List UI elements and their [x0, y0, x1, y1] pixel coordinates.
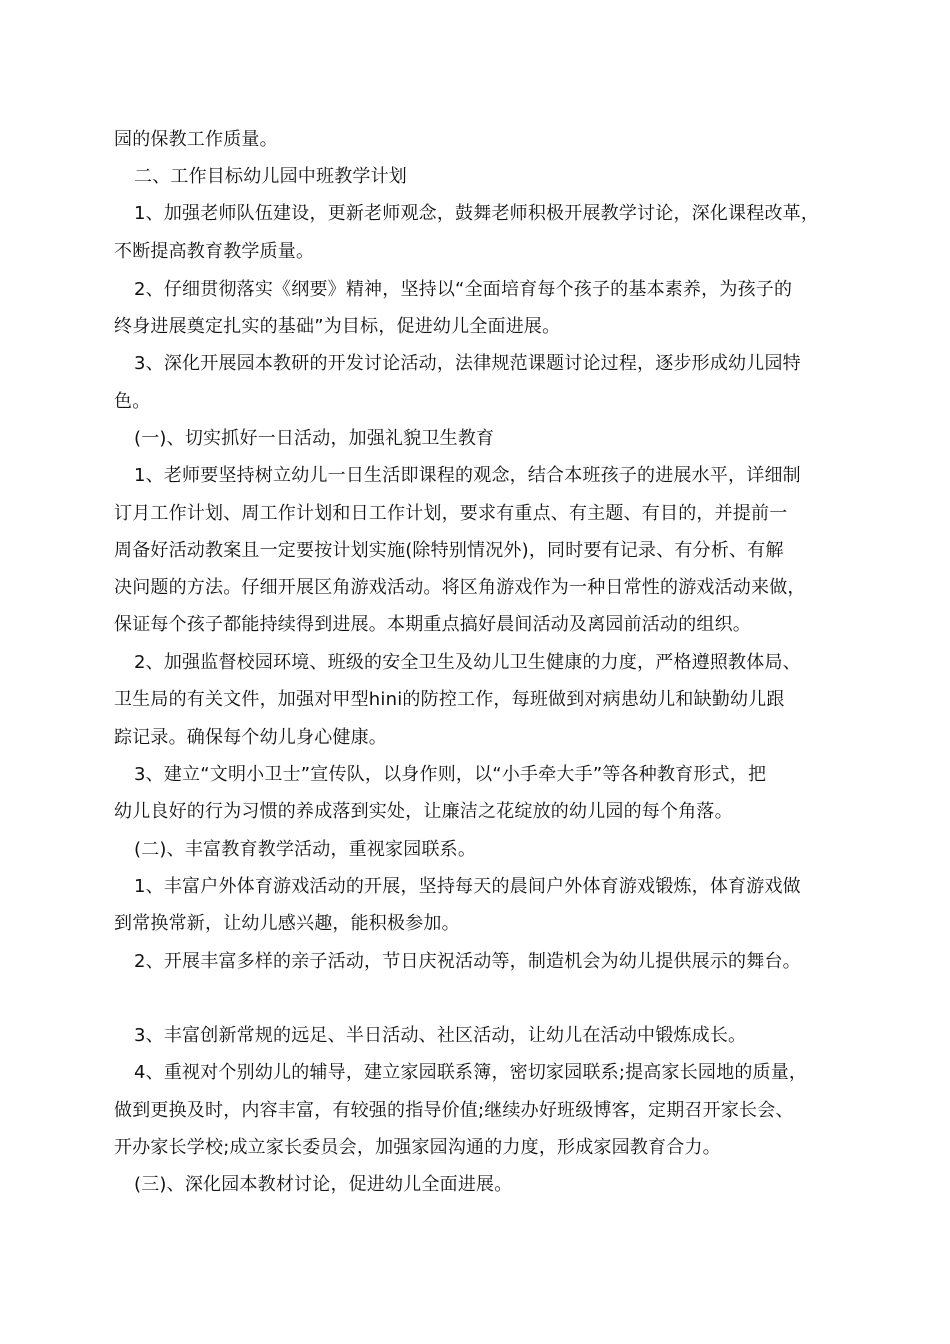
- paragraph-line: 2、开展丰富多样的亲子活动，节日庆祝活动等，制造机会为幼儿提供展示的舞台。: [134, 951, 801, 972]
- paragraph-line: 到常换常新，让幼儿感兴趣，能积极参加。: [114, 913, 460, 934]
- paragraph-line: 3、丰富创新常规的远足、半日活动、社区活动，让幼儿在活动中锻炼成长。: [134, 1025, 747, 1046]
- subsection-heading: (二)、丰富教育教学活动，重视家园联系。: [134, 839, 477, 860]
- subsection-heading: (一)、切实抓好一日活动，加强礼貌卫生教育: [134, 428, 495, 449]
- subsection-heading: (三)、深化园本教材讨论，促进幼儿全面进展。: [134, 1174, 513, 1195]
- paragraph-line: 1、老师要坚持树立幼儿一日生活即课程的观念，结合本班孩子的进展水平，详细制: [134, 465, 801, 486]
- paragraph-line: 3、深化开展园本教研的开发讨论活动，法律规范课题讨论过程，逐步形成幼儿园特: [134, 353, 801, 374]
- paragraph-line: 色。: [114, 391, 151, 412]
- paragraph-line: 卫生局的有关文件，加强对甲型hini的防控工作，每班做到对病患幼儿和缺勤幼儿跟: [114, 689, 785, 710]
- paragraph-line: 不断提高教育教学质量。: [114, 241, 315, 262]
- paragraph-line: 订月工作计划、周工作计划和日工作计划，要求有重点、有主题、有目的，并提前一: [114, 503, 788, 524]
- paragraph-line: 2、加强监督校园环境、班级的安全卫生及幼儿卫生健康的力度，严格遵照教体局、: [134, 652, 801, 673]
- paragraph-line: 2、仔细贯彻落实《纲要》精神，坚持以“全面培育每个孩子的基本素养，为孩子的: [134, 279, 793, 300]
- paragraph-line: 做到更换及时，内容丰富，有较强的指导价值;继续办好班级博客，定期召开家长会、: [114, 1100, 794, 1121]
- paragraph-line: 终身进展奠定扎实的基础”为目标，促进幼儿全面进展。: [114, 316, 561, 337]
- section-heading: 二、工作目标幼儿园中班教学计划: [134, 166, 407, 187]
- paragraph-line: 1、加强老师队伍建设，更新老师观念，鼓舞老师积极开展教学讨论，深化课程改革，: [134, 203, 820, 224]
- paragraph-line: 周备好活动教案且一定要按计划实施(除特别情况外)，同时要有记录、有分析、有解: [114, 540, 784, 561]
- paragraph-line: 园的保教工作质量。: [114, 129, 278, 150]
- paragraph-line: 开办家长学校;成立家长委员会，加强家园沟通的力度，形成家园教育合力。: [114, 1137, 721, 1158]
- paragraph-line: 踪记录。确保每个幼儿身心健康。: [114, 727, 387, 748]
- paragraph-line: 4、重视对个别幼儿的辅导，建立家园联系簿，密切家园联系;提高家长园地的质量，: [134, 1062, 808, 1083]
- paragraph-line: 1、丰富户外体育游戏活动的开展，坚持每天的晨间户外体育游戏锻炼，体育游戏做: [134, 876, 801, 897]
- paragraph-line: 幼儿良好的行为习惯的养成落到实处，让廉洁之花绽放的幼儿园的每个角落。: [114, 801, 733, 822]
- paragraph-line: 决问题的方法。仔细开展区角游戏活动。将区角游戏作为一种日常性的游戏活动来做，: [114, 577, 806, 598]
- paragraph-line: 保证每个孩子都能持续得到进展。本期重点搞好晨间活动及离园前活动的组织。: [114, 614, 751, 635]
- paragraph-line: 3、建立“文明小卫士”宣传队，以身作则，以“小手牵大手”等各种教育形式，把: [134, 764, 767, 785]
